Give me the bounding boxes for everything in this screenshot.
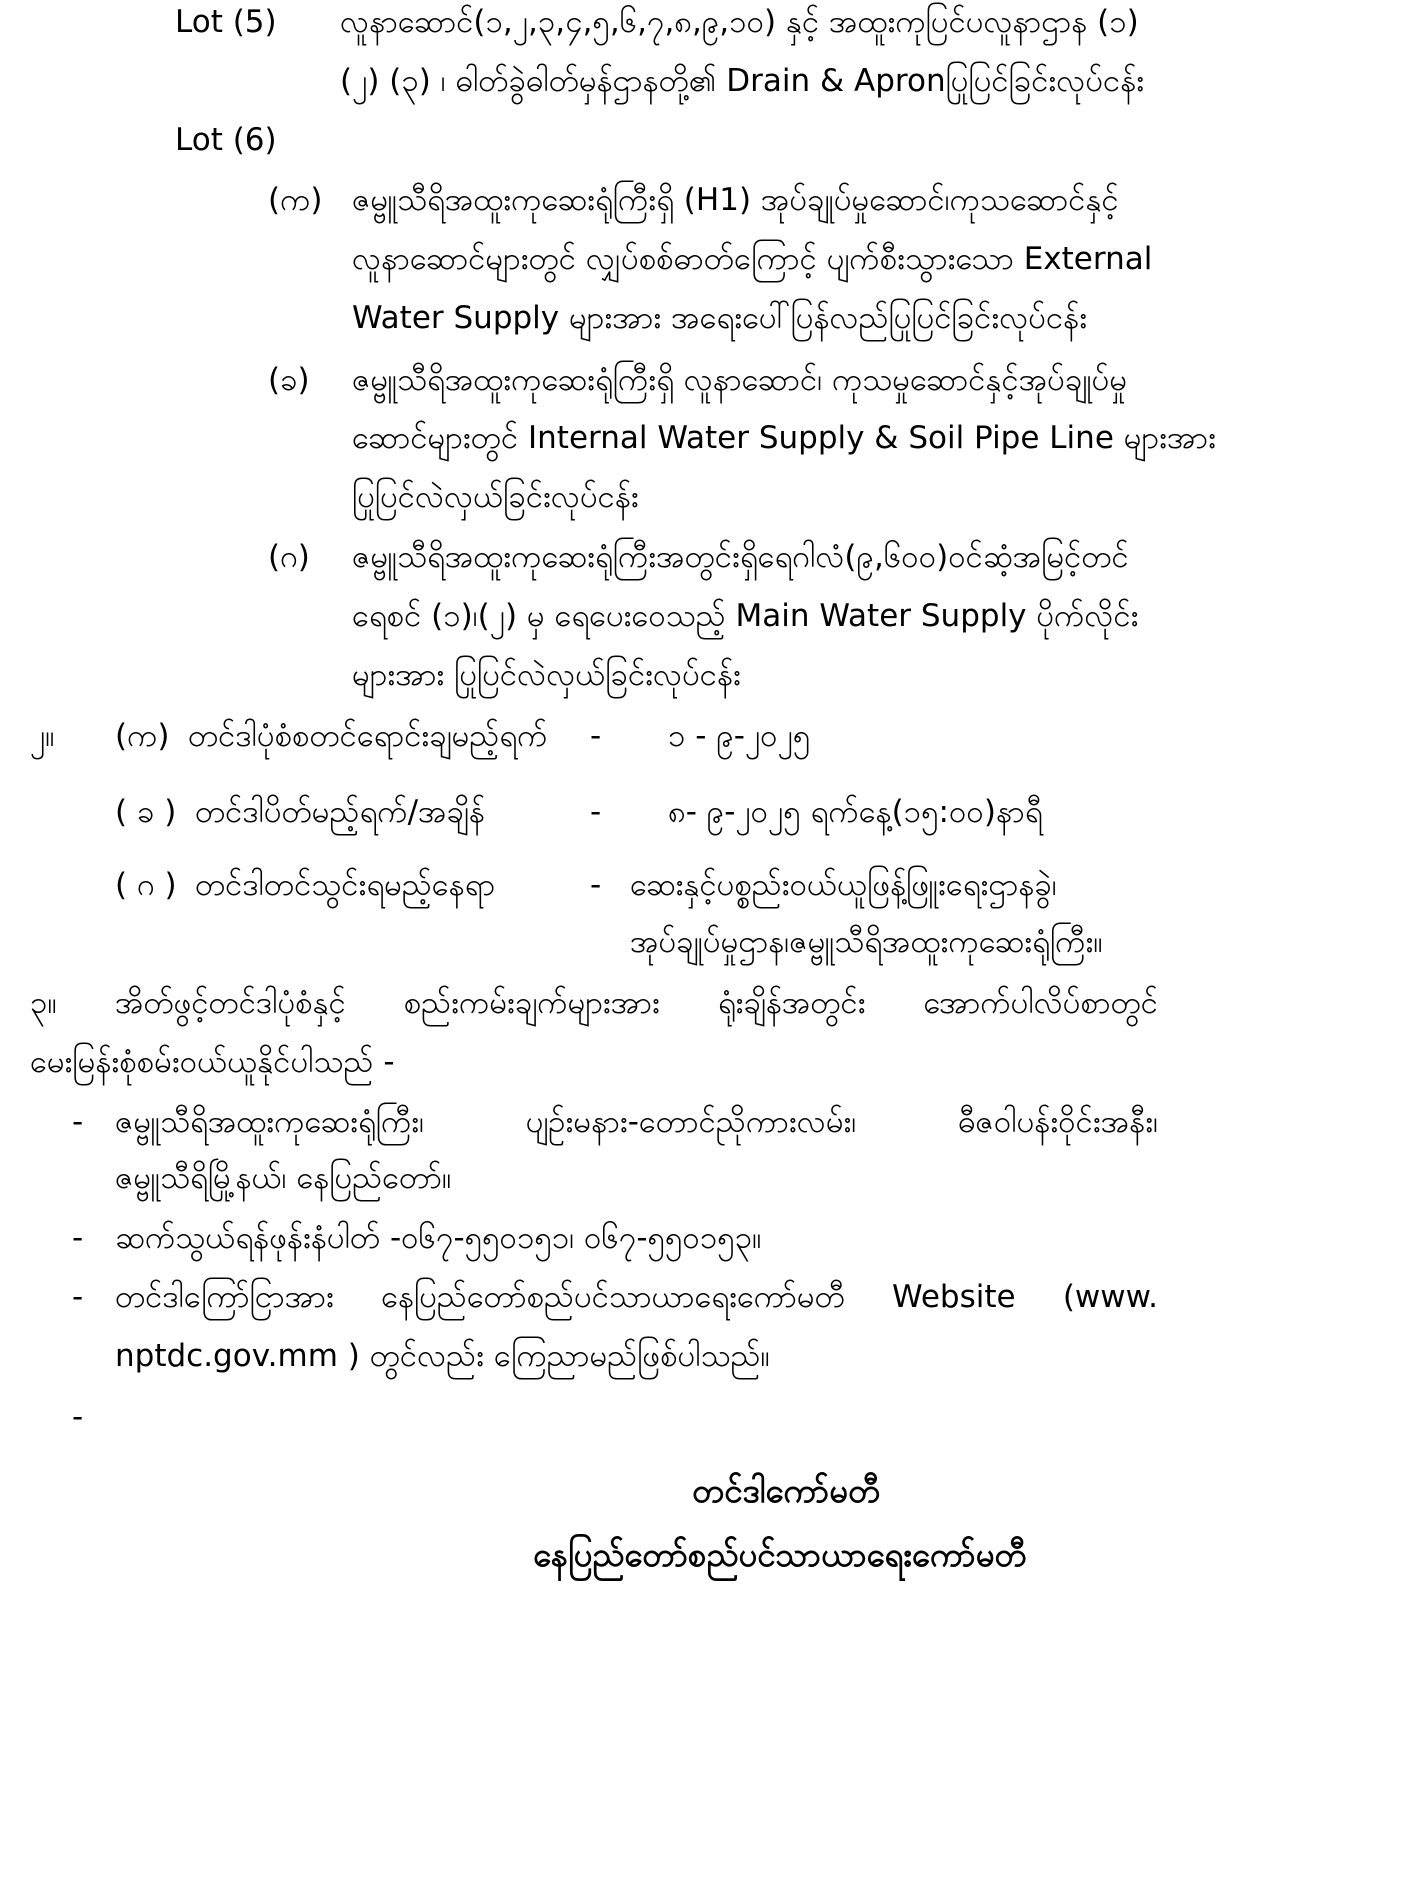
bullet-dash: - [72, 1220, 84, 1256]
section2-row-value-cont: အုပ်ချုပ်မှုဌာန၊ဇမ္ဗူသီရိအထူးကုဆေးရုံကြီး။ [630, 924, 1103, 960]
section3-intro [115, 985, 1158, 1022]
section2-row-dash: - [590, 794, 602, 830]
lot6-item-line: ဇမ္ဗူသီရိအထူးကုဆေးရုံကြီးအတွင်းရှိရေဂါလံ(၉,၆၀၀)ဝင်ဆံ့အမြင့်တင် [352, 539, 1129, 575]
lot5-label: Lot (5) [175, 4, 277, 40]
section3-intro-word: အောက်ပါလိပ်စာတွင် [923, 985, 1158, 1021]
bullet-line1: ဆက်သွယ်ရန်ဖုန်းနံပါတ် -၀၆၇-၅၅၀၁၅၁၊ ၀၆၇-၅၅၀၁၅၃။ [115, 1220, 762, 1256]
bullet-word: နေပြည်တော်စည်ပင်သာယာရေးကော်မတီ [381, 1279, 845, 1315]
section2-row-label: တင်ဒါတင်သွင်းရမည့်နေရာ [195, 867, 496, 903]
section2-row-value: ၁ - ၉-၂၀၂၅ [668, 718, 811, 754]
section2-row-marker: ( ခ ) [115, 794, 177, 830]
bullet-line2: nptdc.gov.mm ) တွင်လည်း ကြေညာမည်ဖြစ်ပါသည်။ [115, 1338, 770, 1374]
bullet-word: (www. [1062, 1279, 1158, 1315]
lot6-item-marker: (က) [268, 182, 323, 218]
lot6-item-marker: (ဂ) [268, 539, 310, 575]
bullet-dash: - [72, 1399, 84, 1435]
lot6-item-line: ဆောင်များတွင် Internal Water Supply & Soil Pipe Line များအား [352, 420, 1217, 456]
section2-row-marker: (က) [115, 718, 170, 754]
lot6-item-line: ဇမ္ဗူသီရိအထူးကုဆေးရုံကြီးရှိ လူနာဆောင်၊ ကုသမှုဆောင်နှင့်အုပ်ချုပ်မှု [352, 362, 1128, 398]
lot6-item-line: ဇမ္ဗူသီရိအထူးကုဆေးရုံကြီးရှိ (H1) အုပ်ချုပ်မှုဆောင်၊ကုသဆောင်နှင့် [352, 182, 1119, 218]
bullet-line1 [115, 1279, 1158, 1316]
bullet-word: တင်ဒါကြော်ငြာအား [115, 1279, 334, 1315]
section3-intro-line2: မေးမြန်းစုံစမ်းဝယ်ယူနိုင်ပါသည် - [30, 1044, 395, 1080]
section3-number: ၃။ [30, 985, 57, 1021]
section2-row-label: တင်ဒါပိတ်မည့်ရက်/အချိန် [195, 794, 485, 830]
section2-row-dash: - [590, 718, 602, 754]
bullet-dash: - [72, 1104, 84, 1140]
lot6-label: Lot (6) [175, 122, 277, 158]
lot6-item-marker: (ခ) [268, 362, 310, 398]
section2-row-value: ၈- ၉-၂၀၂၅ ရက်နေ့(၁၅:၀၀)နာရီ [668, 794, 1043, 830]
lot6-item-line: ရေစင် (၁)၊(၂) မှ ရေပေးဝေသည့် Main Water Supply ပိုက်လိုင်း [352, 598, 1139, 634]
lot6-item-line: Water Supply များအား အရေးပေါ်ပြန်လည်ပြုပြင်ခြင်းလုပ်ငန်း [352, 300, 1088, 336]
bullet-word: ပျဉ်းမနား-တောင်ညိုကားလမ်း၊ [525, 1104, 857, 1140]
lot6-item-line: ပြုပြင်လဲလှယ်ခြင်းလုပ်ငန်း [352, 479, 639, 515]
section2-row-value: ဆေးနှင့်ပစ္စည်းဝယ်ယူဖြန့်ဖြူးရေးဌာနခွဲ၊ [630, 867, 1057, 903]
lot6-item-line: များအား ပြုပြင်လဲလှယ်ခြင်းလုပ်ငန်း [352, 657, 741, 693]
lot5-line2: (၂) (၃) ၊ ဓါတ်ခွဲဓါတ်မှန်ဌာနတို့၏ Drain & Apronပြုပြင်ခြင်းလုပ်ငန်း [340, 63, 1145, 99]
bullet-word: ဇမ္ဗူသီရိအထူးကုဆေးရုံကြီး၊ [115, 1104, 425, 1140]
section2-number: ၂။ [30, 718, 55, 754]
section3-intro-word: စည်းကမ်းချက်များအား [403, 985, 660, 1021]
section3-intro-word: ရုံးချိန်အတွင်း [717, 985, 866, 1021]
section3-intro-word: အိတ်ဖွင့်တင်ဒါပုံစံနှင့် [115, 985, 346, 1021]
bullet-word: Website [892, 1279, 1016, 1315]
signature-line1: တင်ဒါကော်မတီ [692, 1471, 881, 1510]
section2-row-marker: ( ဂ ) [115, 867, 177, 903]
bullet-word: ဓီဇဝါပန်းဝိုင်းအနီး၊ [957, 1104, 1158, 1140]
section2-row-dash: - [590, 867, 602, 903]
bullet-line2: ဇမ္ဗူသီရိမြို့နယ်၊ နေပြည်တော်။ [115, 1160, 452, 1196]
bullet-line1 [115, 1104, 1158, 1141]
signature-line2: နေပြည်တော်စည်ပင်သာယာရေးကော်မတီ [533, 1535, 1027, 1574]
bullet-dash: - [72, 1279, 84, 1315]
lot6-item-line: လူနာဆောင်များတွင် လျှပ်စစ်ဓာတ်ကြောင့် ပျက်စီးသွားသော External [352, 241, 1153, 277]
section2-row-label: တင်ဒါပုံစံစတင်ရောင်းချမည့်ရက် [188, 718, 548, 754]
lot5-line1: လူနာဆောင်(၁,၂,၃,၄,၅,၆,၇,၈,၉,၁၀) နှင့် အထူးကုပြင်ပလူနာဌာန (၁) [340, 4, 1139, 40]
